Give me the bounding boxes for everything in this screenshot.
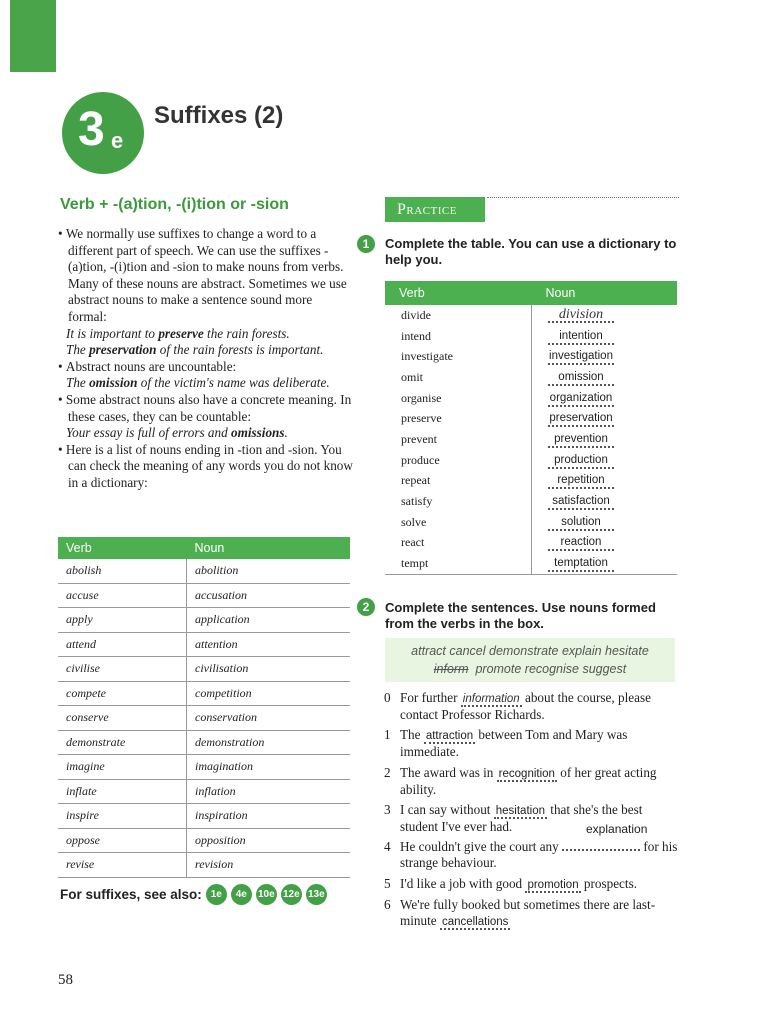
- noun-cell: abolition: [187, 559, 351, 583]
- verb-cell: prevent: [385, 429, 532, 450]
- sentence-item: 0 For further information about the course, please contact Professor Richards.: [384, 690, 651, 722]
- answer-field[interactable]: information: [462, 693, 520, 705]
- practice-table: [385, 281, 677, 575]
- verb-cell: accuse: [58, 583, 187, 608]
- table-row: [385, 553, 677, 574]
- ref-badge[interactable]: 13e: [306, 884, 327, 905]
- answer-field[interactable]: cancellations: [441, 916, 509, 929]
- verb-cell: abolish: [58, 559, 187, 583]
- exercise-2-instruction: Complete the sentences. Use nouns formed from the verbs in the box.: [385, 600, 656, 631]
- answer-field[interactable]: repetition: [548, 474, 614, 489]
- word-box-line-2: inform promote recognise suggest: [433, 662, 627, 676]
- noun-cell: demonstration: [187, 730, 351, 755]
- bullet-3: • Some abstract nouns also have a concrete meaning. In these cases, they can be countable:: [58, 391, 352, 424]
- table-row: [58, 828, 350, 853]
- table-row: [385, 471, 677, 492]
- sentence-item: 6 We're fully booked but sometimes there are last-minute cancellations: [384, 896, 656, 929]
- word-box: [385, 638, 675, 682]
- page-title: Suffixes (2): [154, 102, 284, 129]
- exercise-1-number: 1: [357, 235, 375, 253]
- ref-badge[interactable]: 1e: [206, 884, 227, 905]
- ref-badge[interactable]: 12e: [281, 884, 302, 905]
- table-row: [385, 429, 677, 450]
- handwritten-note: explanation: [586, 822, 648, 836]
- answer-field[interactable]: production: [548, 454, 614, 469]
- verb-cell: omit: [385, 367, 532, 388]
- exercise-1-instruction: Complete the table. You can use a dictionary to help you.: [385, 236, 677, 267]
- noun-cell: attention: [187, 632, 351, 657]
- practice-banner: Practice: [385, 197, 485, 222]
- table-row: [58, 804, 350, 829]
- noun-cell: inspiration: [187, 804, 351, 829]
- table-row: [58, 730, 350, 755]
- noun-column-header: Noun: [532, 281, 678, 305]
- sentence-item: 1 The attraction between Tom and Mary was immediate.: [384, 727, 628, 760]
- answer-field[interactable]: prevention: [548, 433, 614, 448]
- see-also: [60, 884, 327, 905]
- table-row: [58, 657, 350, 682]
- ref-badge[interactable]: 10e: [256, 884, 277, 905]
- verb-cell: satisfy: [385, 491, 532, 512]
- unit-letter: e: [111, 128, 124, 153]
- table-row: [385, 305, 677, 326]
- unit-number: 3: [78, 103, 105, 156]
- verb-cell: inspire: [58, 804, 187, 829]
- answer-field[interactable]: intention: [548, 330, 614, 345]
- verb-cell: revise: [58, 853, 187, 878]
- example-1b: The preservation of the rain forests is important.: [66, 342, 324, 358]
- noun-cell: civilisation: [187, 657, 351, 682]
- verb-cell: attend: [58, 632, 187, 657]
- table-row: [385, 408, 677, 429]
- table-row: [385, 367, 677, 388]
- verb-cell: investigate: [385, 346, 532, 367]
- noun-cell: accusation: [187, 583, 351, 608]
- verb-cell: organise: [385, 388, 532, 409]
- section-heading: Verb + -(a)tion, -(i)tion or -sion: [60, 196, 289, 213]
- noun-column-header: Noun: [187, 537, 351, 559]
- answer-field[interactable]: division: [548, 308, 614, 323]
- verb-cell: compete: [58, 681, 187, 706]
- verb-cell: react: [385, 533, 532, 554]
- explanation-text: [58, 226, 354, 492]
- answer-field[interactable]: hesitation: [495, 804, 545, 817]
- noun-cell: conservation: [187, 706, 351, 731]
- table-row: [58, 706, 350, 731]
- see-also-label: For suffixes, see also:: [60, 887, 202, 902]
- verb-cell: demonstrate: [58, 730, 187, 755]
- table-row: [58, 755, 350, 780]
- sentence-item: 5 I'd like a job with good promotion prospects.: [384, 875, 637, 891]
- bullet-4: • Here is a list of nouns ending in -tion and -sion. You can check the meaning of any words you do not know in a dictionary:: [58, 441, 353, 490]
- table-row: [58, 681, 350, 706]
- table-row: [385, 533, 677, 554]
- chapter-tab: [10, 0, 56, 72]
- answer-field[interactable]: organization: [548, 392, 614, 407]
- noun-cell: revision: [187, 853, 351, 878]
- noun-cell: inflation: [187, 779, 351, 804]
- verb-cell: inflate: [58, 779, 187, 804]
- noun-cell: application: [187, 608, 351, 633]
- verb-cell: preserve: [385, 408, 532, 429]
- verb-cell: intend: [385, 326, 532, 347]
- table-row: [385, 346, 677, 367]
- noun-cell: competition: [187, 681, 351, 706]
- verb-column-header: Verb: [58, 537, 187, 559]
- table-row: [58, 853, 350, 878]
- answer-field[interactable]: promotion: [527, 878, 579, 891]
- table-row: [385, 326, 677, 347]
- verb-cell: oppose: [58, 828, 187, 853]
- table-row: [58, 559, 350, 583]
- answer-field[interactable]: preservation: [548, 412, 614, 427]
- table-row: [58, 779, 350, 804]
- example-1a: It is important to preserve the rain forests.: [66, 325, 290, 341]
- table-row: [58, 608, 350, 633]
- table-row: [58, 632, 350, 657]
- sentence-item: 2 The award was in recognition of her great acting ability.: [384, 764, 657, 797]
- verb-cell: conserve: [58, 706, 187, 731]
- table-row: [385, 388, 677, 409]
- table-row: [385, 512, 677, 533]
- verb-cell: imagine: [58, 755, 187, 780]
- ref-badge[interactable]: 4e: [231, 884, 252, 905]
- table-row: [385, 491, 677, 512]
- verb-cell: divide: [385, 305, 532, 326]
- verb-cell: produce: [385, 450, 532, 471]
- answer-field[interactable]: attraction: [425, 730, 474, 743]
- sentence-item: 3 I can say without hesitation that she's the best student I've ever had.: [384, 801, 643, 834]
- noun-cell: opposition: [187, 828, 351, 853]
- exercise-2-number: 2: [357, 598, 375, 616]
- table-row: [385, 450, 677, 471]
- verb-cell: repeat: [385, 471, 532, 492]
- answer-field[interactable]: solution: [548, 516, 614, 531]
- struck-word: inform: [433, 662, 469, 676]
- answer-field[interactable]: omission: [548, 371, 614, 386]
- answer-field[interactable]: recognition: [498, 767, 555, 780]
- answer-field[interactable]: [562, 839, 640, 851]
- answer-field[interactable]: investigation: [548, 350, 614, 365]
- verb-cell: tempt: [385, 553, 532, 574]
- verb-noun-table: [58, 537, 350, 878]
- answer-field[interactable]: reaction: [548, 536, 614, 551]
- unit-badge: [62, 92, 144, 174]
- answer-field[interactable]: temptation: [548, 557, 614, 572]
- table-row: [58, 583, 350, 608]
- verb-cell: apply: [58, 608, 187, 633]
- answer-field[interactable]: satisfaction: [548, 495, 614, 510]
- sentence-list: [384, 690, 680, 934]
- example-3: Your essay is full of errors and omissions.: [66, 425, 288, 441]
- bullet-1: • We normally use suffixes to change a word to a different part of speech. We can use the suffixes -(a)tion, -(i)tion and -sion to make nouns from verbs. Many of these nouns are abstract. Sometimes we use abstract nouns to make a sentence sound more formal:: [58, 226, 347, 324]
- verb-cell: civilise: [58, 657, 187, 682]
- example-2: The omission of the victim's name was deliberate.: [66, 375, 330, 391]
- page-number: 58: [58, 972, 73, 988]
- noun-cell: imagination: [187, 755, 351, 780]
- sentence-item: 4 He couldn't give the court any for his strange behaviour.: [384, 839, 678, 871]
- bullet-2: • Abstract nouns are uncountable:: [58, 358, 237, 374]
- verb-cell: solve: [385, 512, 532, 533]
- dotted-rule: [487, 197, 679, 198]
- word-box-line-1: attract cancel demonstrate explain hesitate: [411, 644, 649, 658]
- verb-column-header: Verb: [385, 281, 532, 305]
